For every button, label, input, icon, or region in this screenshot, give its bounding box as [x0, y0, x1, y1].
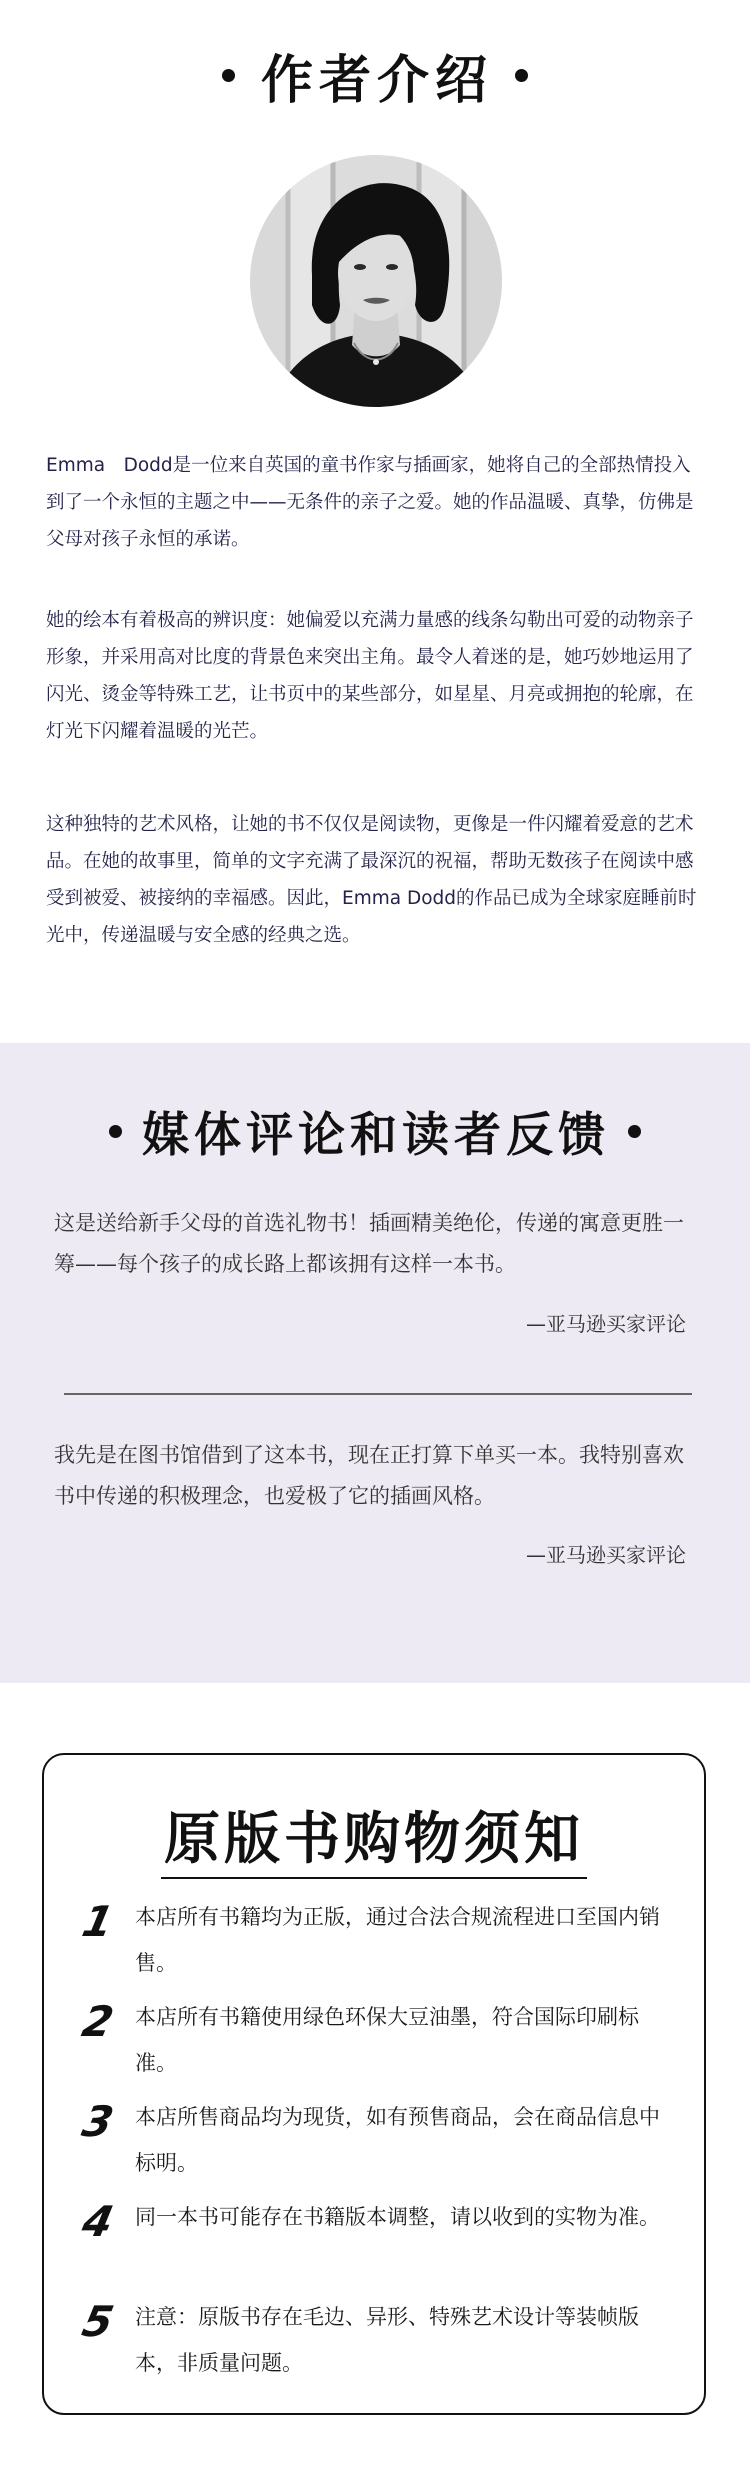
- author-heading-text: 作者介绍: [260, 51, 493, 111]
- review-divider: [64, 1393, 692, 1395]
- notice-item-text: 同一本书可能存在书籍版本调整，请以收到的实物为准。: [135, 2205, 660, 2229]
- notice-item-text: 本店所有书籍使用绿色环保大豆油墨，符合国际印刷标准。: [135, 2005, 639, 2075]
- notice-item-text: 本店所有书籍均为正版，通过合法合规流程进口至国内销售。: [135, 1905, 660, 1975]
- review-attribution: —亚马逊买家评论: [526, 1543, 686, 1567]
- notice-item-number: 2: [78, 1997, 118, 2046]
- reviews-section: [0, 1043, 750, 1683]
- author-bio-paragraph: 她的绘本有着极高的辨识度：她偏爱以充满力量感的线条勾勒出可爱的动物亲子形象，并采用高对比度的背景色来突出主角。最令人着迷的是，她巧妙地运用了闪光、烫金等特殊工艺，让书页中的某些部分，如星星、月亮或拥抱的轮廓，在灯光下闪耀着温暖的光芒。: [46, 610, 694, 742]
- author-bio-paragraph: Emma Dodd是一位来自英国的童书作家与插画家，她将自己的全部热情投入到了一个永恒的主题之中——无条件的亲子之爱。她的作品温暖、真挚，仿佛是父母对孩子永恒的承诺。: [46, 455, 694, 550]
- notice-item-number: 1: [78, 1897, 118, 1946]
- notice-title-underline: [161, 1877, 587, 1879]
- review-attribution: —亚马逊买家评论: [526, 1312, 686, 1336]
- notice-box: [42, 1753, 706, 2415]
- review-text: 我先是在图书馆借到了这本书，现在正打算下单买一本。我特别喜欢书中传递的积极理念，也爱极了它的插画风格。: [54, 1443, 684, 1508]
- bullet-dot-icon: [222, 69, 235, 82]
- notice-section: [0, 1683, 750, 2476]
- notice-item-number: 3: [78, 2097, 118, 2146]
- author-portrait: [250, 155, 502, 407]
- notice-item-text: 注意：原版书存在毛边、异形、特殊艺术设计等装帧版本，非质量问题。: [135, 2305, 639, 2375]
- notice-item-number: 5: [78, 2297, 118, 2346]
- author-heading: [0, 38, 750, 113]
- bullet-dot-icon: [515, 69, 528, 82]
- notice-item-number: 4: [78, 2197, 118, 2246]
- author-portrait-image: [250, 155, 502, 407]
- notice-title: 原版书购物须知: [164, 1807, 584, 1872]
- review-text: 这是送给新手父母的首选礼物书！插画精美绝伦，传递的寓意更胜一筹——每个孩子的成长路上都该拥有这样一本书。: [54, 1211, 684, 1276]
- reviews-heading: [0, 1098, 750, 1165]
- author-bio-paragraph: 这种独特的艺术风格，让她的书不仅仅是阅读物，更像是一件闪耀着爱意的艺术品。在她的故事里，简单的文字充满了最深沉的祝福，帮助无数孩子在阅读中感受到被爱、被接纳的幸福感。因此，Emma Dodd的作品已成为全球家庭睡前时光中，传递温暖与安全感的经典之选。: [46, 814, 697, 946]
- bullet-dot-icon: [628, 1125, 641, 1138]
- notice-item-text: 本店所售商品均为现货，如有预售商品，会在商品信息中标明。: [135, 2105, 660, 2175]
- reviews-heading-text: 媒体评论和读者反馈: [142, 1108, 610, 1163]
- bullet-dot-icon: [109, 1125, 122, 1138]
- author-section: [0, 0, 750, 1043]
